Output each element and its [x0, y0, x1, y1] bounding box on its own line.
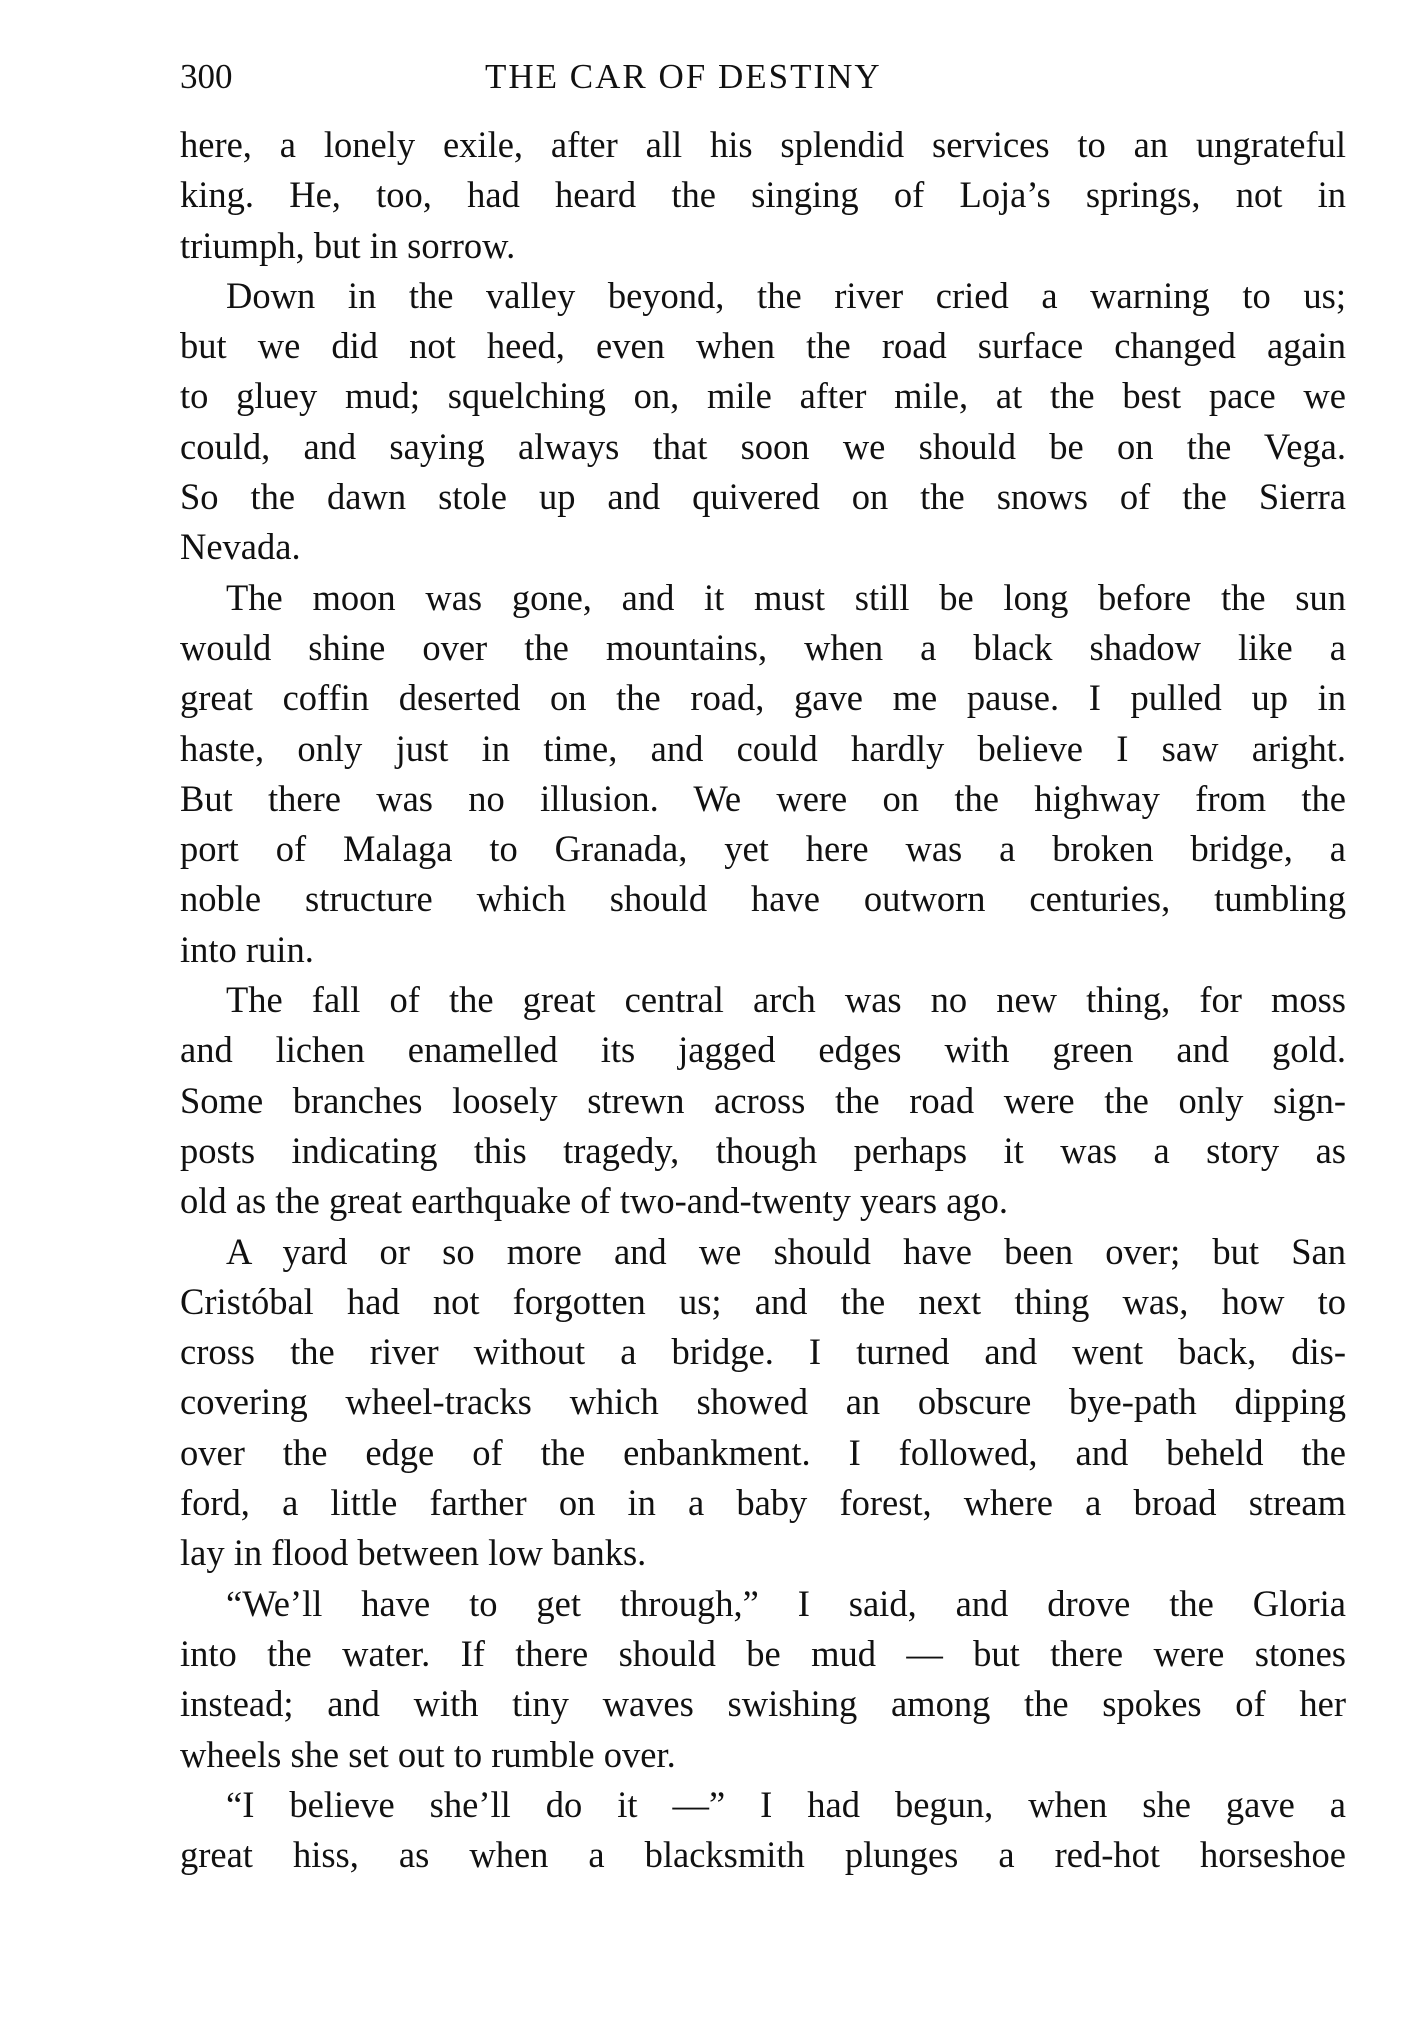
text-line: A yard or so more and we should have been over; but San — [226, 1230, 1346, 1272]
text-line: The moon was gone, and it must still be long before the sun — [226, 576, 1346, 618]
text-line: But there was no illusion. We were on the highway from the — [180, 777, 1346, 819]
text-line: Cristóbal had not forgotten us; and the next thing was, how to — [180, 1280, 1346, 1322]
body-text — [180, 120, 1346, 1880]
text-line: ford, a little farther on in a baby forest, where a broad stream — [180, 1482, 1346, 1524]
running-title: THE CAR OF DESTINY — [485, 57, 882, 96]
text-line: but we did not heed, even when the road surface changed again — [180, 325, 1346, 367]
text-line: into the water. If there should be mud — but there were stones — [180, 1632, 1346, 1674]
text-line: wheels she set out to rumble over. — [180, 1733, 676, 1775]
text-line: triumph, but in sorrow. — [180, 224, 516, 266]
text-line: Down in the valley beyond, the river cried a warning to us; — [226, 274, 1346, 316]
text-line: “We’ll have to get through,” I said, and drove the Gloria — [226, 1582, 1346, 1624]
text-line: old as the great earthquake of two-and-twenty years ago. — [180, 1180, 1009, 1222]
text-line: would shine over the mountains, when a black shadow like a — [180, 626, 1346, 668]
text-line: great coffin deserted on the road, gave me pause. I pulled up in — [180, 677, 1346, 719]
text-line: So the dawn stole up and quivered on the snows of the Sierra — [180, 476, 1346, 518]
text-line: to gluey mud; squelching on, mile after mile, at the best pace we — [180, 375, 1346, 417]
text-line: covering wheel-tracks which showed an obscure bye-path dipping — [180, 1381, 1346, 1423]
text-line: lay in flood between low banks. — [180, 1532, 647, 1574]
text-line: over the edge of the enbankment. I followed, and beheld the — [180, 1431, 1346, 1473]
text-line: king. He, too, had heard the singing of Loja’s springs, not in — [180, 174, 1346, 216]
text-line: could, and saying always that soon we should be on the Vega. — [180, 425, 1346, 467]
text-line: “I believe she’ll do it —” I had begun, when she gave a — [226, 1783, 1346, 1825]
page-header — [180, 52, 1346, 112]
text-line: Nevada. — [180, 526, 301, 568]
page-number: 300 — [180, 57, 233, 96]
text-line: posts indicating this tragedy, though perhaps it was a story as — [180, 1129, 1346, 1171]
text-line: great hiss, as when a blacksmith plunges a red-hot horseshoe — [180, 1834, 1346, 1876]
text-line: The fall of the great central arch was no new thing, for moss — [226, 979, 1346, 1021]
text-line: haste, only just in time, and could hardly believe I saw aright. — [180, 727, 1346, 769]
text-line: cross the river without a bridge. I turned and went back, dis- — [180, 1331, 1346, 1373]
text-line: and lichen enamelled its jagged edges with green and gold. — [180, 1029, 1346, 1071]
text-line: port of Malaga to Granada, yet here was a broken bridge, a — [180, 828, 1346, 870]
text-line: Some branches loosely strewn across the road were the only sign- — [180, 1079, 1346, 1121]
text-line: into ruin. — [180, 928, 314, 970]
text-line: here, a lonely exile, after all his splendid services to an ungrateful — [180, 124, 1346, 165]
text-line: instead; and with tiny waves swishing among the spokes of her — [180, 1683, 1346, 1725]
text-line: noble structure which should have outworn centuries, tumbling — [180, 878, 1346, 920]
